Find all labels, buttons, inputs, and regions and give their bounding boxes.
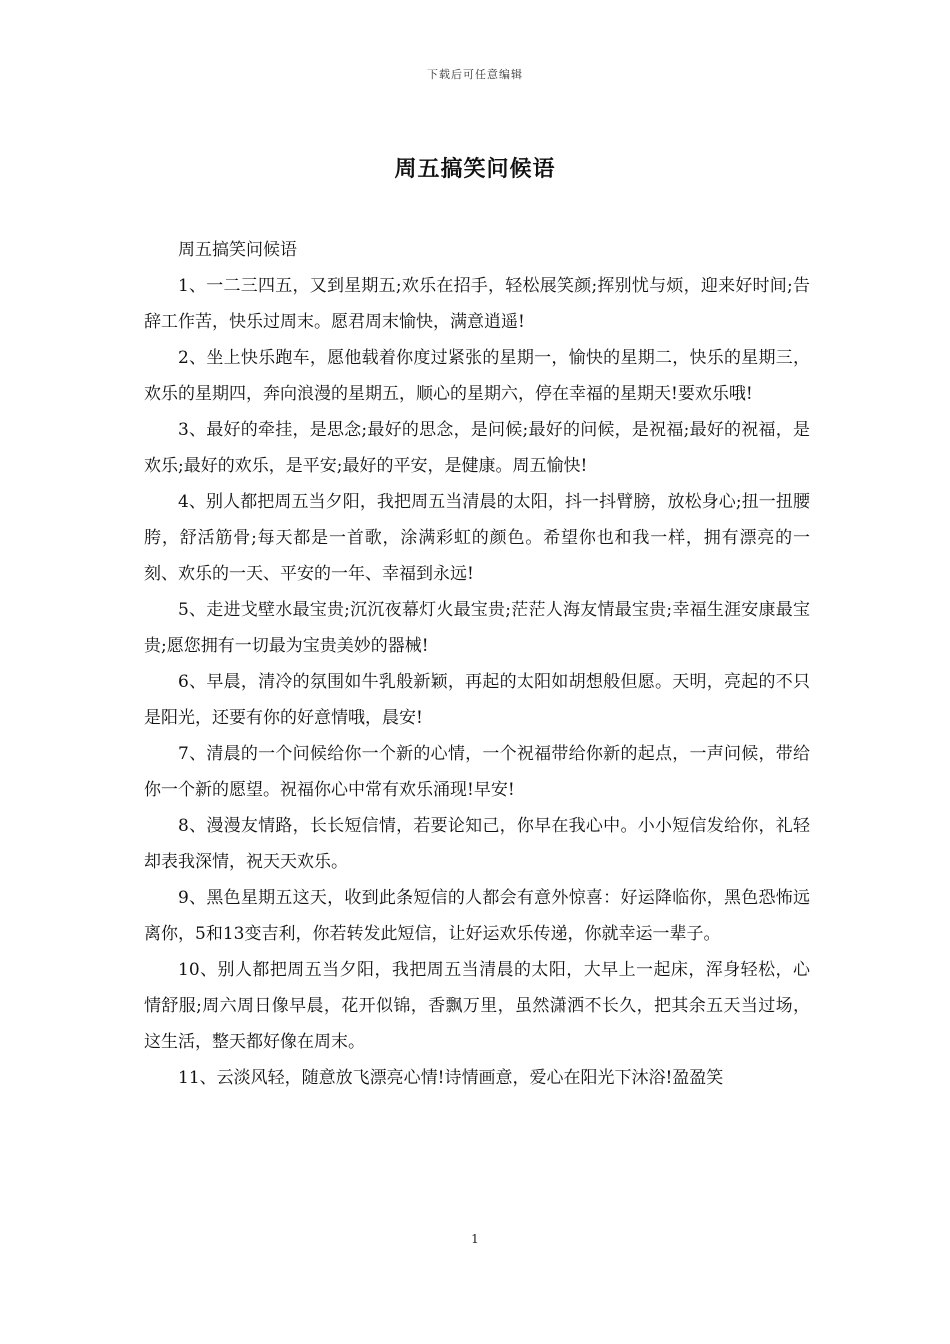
header-note: 下载后可任意编辑 [427, 68, 523, 81]
document-title: 周五搞笑问候语 [394, 156, 556, 182]
paragraph-6: 6、早晨，清冷的氛围如牛乳般新颖，再起的太阳如胡想般但愿。天明，亮起的不只是阳光，还要有你的好意情哦，晨安! [144, 672, 810, 728]
paragraph-7: 7、清晨的一个问候给你一个新的心情，一个祝福带给你新的起点，一声问候，带给你一个新的愿望。祝福你心中常有欢乐涌现!早安! [144, 744, 810, 800]
paragraph-8: 8、漫漫友情路，长长短信情，若要论知己，你早在我心中。小小短信发给你，礼轻却表我深情，祝天天欢乐。 [144, 816, 810, 872]
paragraph-9: 9、黑色星期五这天，收到此条短信的人都会有意外惊喜：好运降临你，黑色恐怖远离你，5和13变吉利，你若转发此短信，让好运欢乐传递，你就幸运一辈子。 [144, 888, 810, 944]
body-subtitle: 周五搞笑问候语 [178, 240, 297, 260]
paragraph-5: 5、走进戈壁水最宝贵;沉沉夜幕灯火最宝贵;茫茫人海友情最宝贵;幸福生涯安康最宝贵;愿您拥有一切最为宝贵美妙的器械! [144, 600, 810, 656]
document-body [144, 232, 810, 1096]
paragraph-11: 11、云淡风轻，随意放飞漂亮心情!诗情画意，爱心在阳光下沐浴!盈盈笑 [178, 1068, 724, 1088]
paragraph-10: 10、别人都把周五当夕阳，我把周五当清晨的太阳，大早上一起床，浑身轻松，心情舒服;周六周日像早晨，花开似锦，香飘万里，虽然潇洒不长久，把其余五天当过场，这生活，整天都好像在周末。 [144, 960, 810, 1052]
page-number: 1 [471, 1232, 479, 1246]
paragraph-4: 4、别人都把周五当夕阳，我把周五当清晨的太阳，抖一抖臂膀，放松身心;扭一扭腰胯，舒活筋骨;每天都是一首歌，涂满彩虹的颜色。希望你也和我一样，拥有漂亮的一刻、欢乐的一天、平安的一年、幸福到永远! [144, 492, 810, 584]
paragraph-1: 1、一二三四五，又到星期五;欢乐在招手，轻松展笑颜;挥别忧与烦，迎来好时间;告辞工作苦，快乐过周末。愿君周末愉快，满意逍遥! [144, 276, 810, 332]
paragraph-2: 2、坐上快乐跑车，愿他载着你度过紧张的星期一，愉快的星期二，快乐的星期三，欢乐的星期四，奔向浪漫的星期五，顺心的星期六，停在幸福的星期天!要欢乐哦! [144, 348, 810, 404]
paragraph-3: 3、最好的牵挂，是思念;最好的思念，是问候;最好的问候，是祝福;最好的祝福，是欢乐;最好的欢乐，是平安;最好的平安，是健康。周五愉快! [144, 420, 810, 476]
